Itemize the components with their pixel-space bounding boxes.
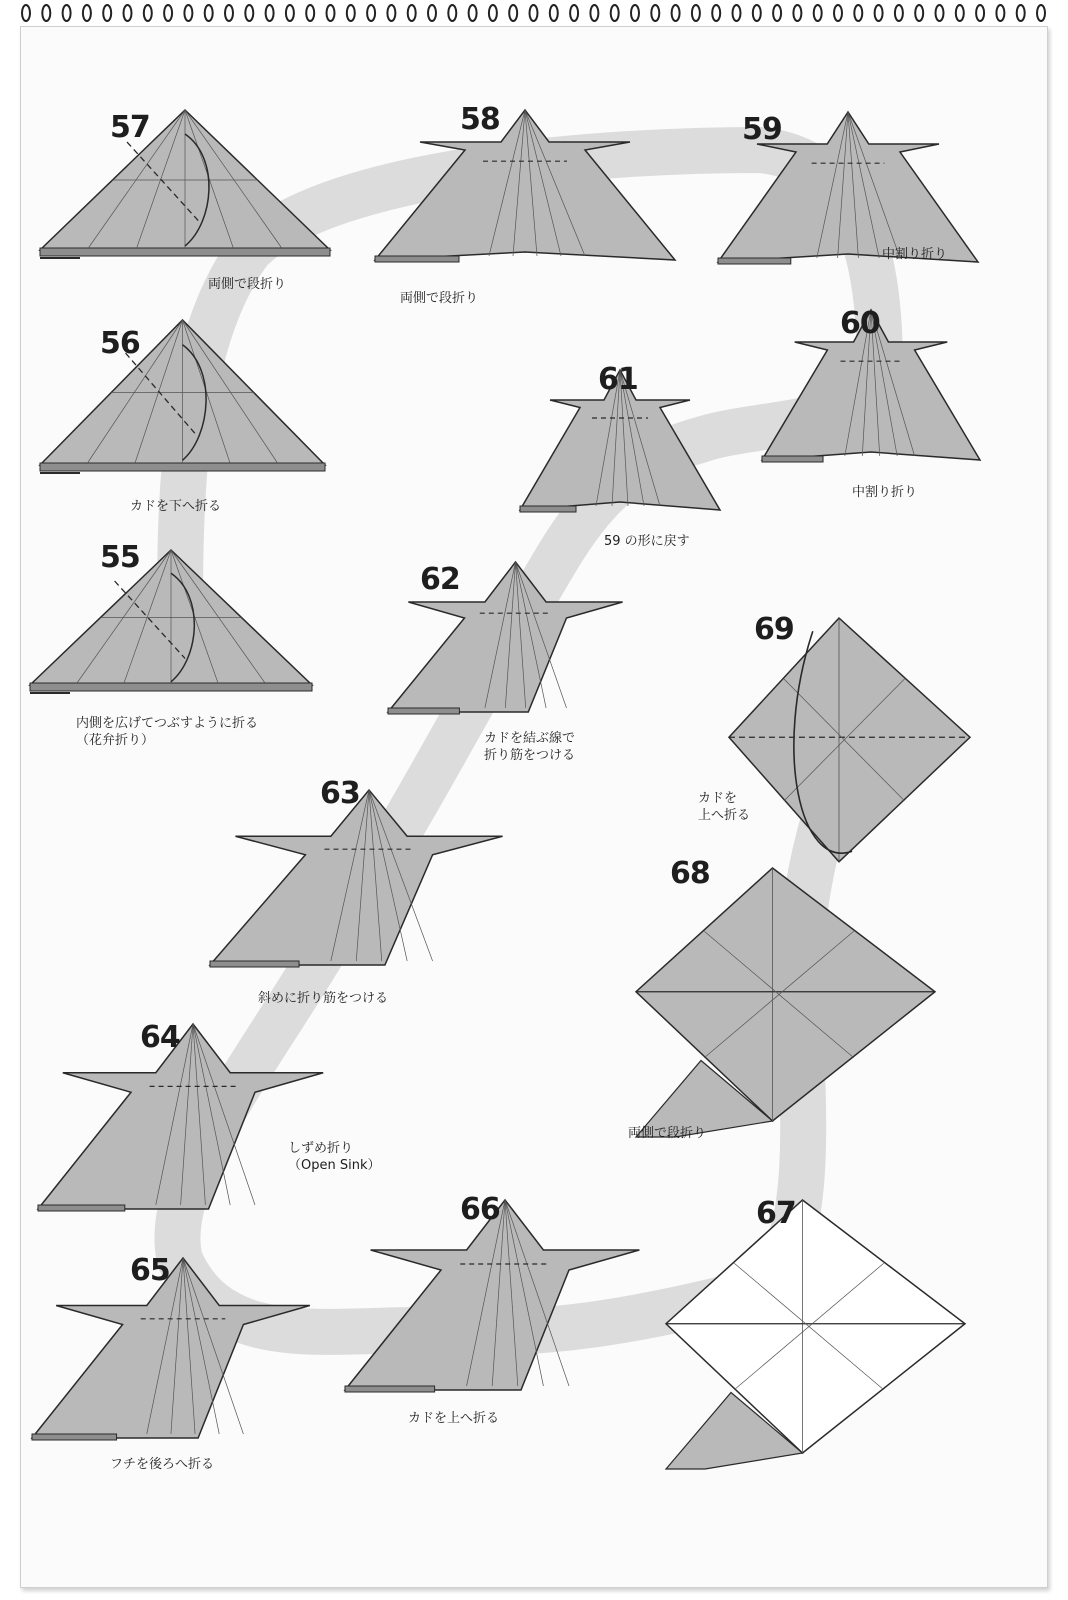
folded-edge — [40, 463, 325, 471]
step-caption: 斜めに折り筋をつける — [258, 991, 389, 1006]
step-number: 64 — [140, 1020, 180, 1055]
folded-edge — [40, 248, 330, 256]
step-caption: 中割り折り — [882, 247, 948, 262]
step-number: 69 — [754, 612, 794, 647]
step-number: 55 — [100, 540, 140, 575]
folded-edge — [38, 1205, 125, 1211]
fold-figure — [610, 868, 935, 1143]
fold-figure — [40, 110, 330, 270]
step-number: 67 — [756, 1196, 796, 1231]
folded-edge — [32, 1434, 117, 1440]
fold-figure — [640, 1200, 965, 1475]
paper-model — [38, 1024, 323, 1209]
step-caption: フチを後ろへ折る — [110, 1457, 215, 1472]
folded-edge — [762, 456, 823, 462]
step-number: 60 — [840, 306, 880, 341]
step-number: 62 — [420, 562, 460, 597]
fold-figure — [375, 110, 675, 270]
fold-figure — [30, 550, 312, 705]
step-number: 56 — [100, 326, 140, 361]
folded-edge — [388, 708, 459, 714]
step-number: 68 — [670, 856, 710, 891]
step-caption: しずめ折り （Open Sink） — [288, 1141, 381, 1173]
step-caption: カドを上へ折る — [408, 1411, 500, 1426]
paper-model — [666, 1200, 965, 1453]
paper-model — [636, 868, 935, 1121]
folded-edge — [30, 683, 312, 691]
step-number: 57 — [110, 110, 150, 145]
step-caption: カドを 上へ折る — [698, 791, 751, 823]
folded-edge — [718, 258, 791, 264]
fold-figure — [40, 320, 325, 485]
step-caption: カドを結ぶ線で 折り筋をつける — [484, 731, 576, 763]
fold-figure — [708, 618, 970, 883]
paper-model — [32, 1258, 310, 1438]
folded-edge — [210, 961, 299, 967]
paper-model — [729, 618, 970, 862]
step-number: 65 — [130, 1253, 170, 1288]
step-caption: 両側で段折り — [208, 277, 287, 292]
step-caption: 59 の形に戻す — [604, 534, 690, 549]
step-number: 66 — [460, 1192, 500, 1227]
fold-figure — [32, 1258, 334, 1448]
step-caption: カドを下へ折る — [130, 499, 222, 514]
paper-model — [210, 790, 503, 965]
step-caption: 内側を広げてつぶすように折る （花弁折り） — [76, 716, 259, 748]
paper-model — [345, 1200, 639, 1390]
step-number: 63 — [320, 776, 360, 811]
folded-edge — [375, 256, 459, 262]
step-number: 61 — [598, 362, 638, 397]
step-caption: 両側で段折り — [628, 1126, 707, 1141]
step-caption: 両側で段折り — [400, 291, 479, 306]
step-number: 59 — [742, 112, 782, 147]
fold-figure — [38, 1024, 348, 1219]
step-caption: 中割り折り — [852, 485, 918, 500]
fold-figure — [345, 1200, 665, 1400]
step-number: 58 — [460, 102, 500, 137]
folded-edge — [520, 506, 576, 512]
folded-edge — [345, 1386, 435, 1392]
paper-model — [375, 110, 675, 260]
fold-figure — [210, 790, 528, 975]
